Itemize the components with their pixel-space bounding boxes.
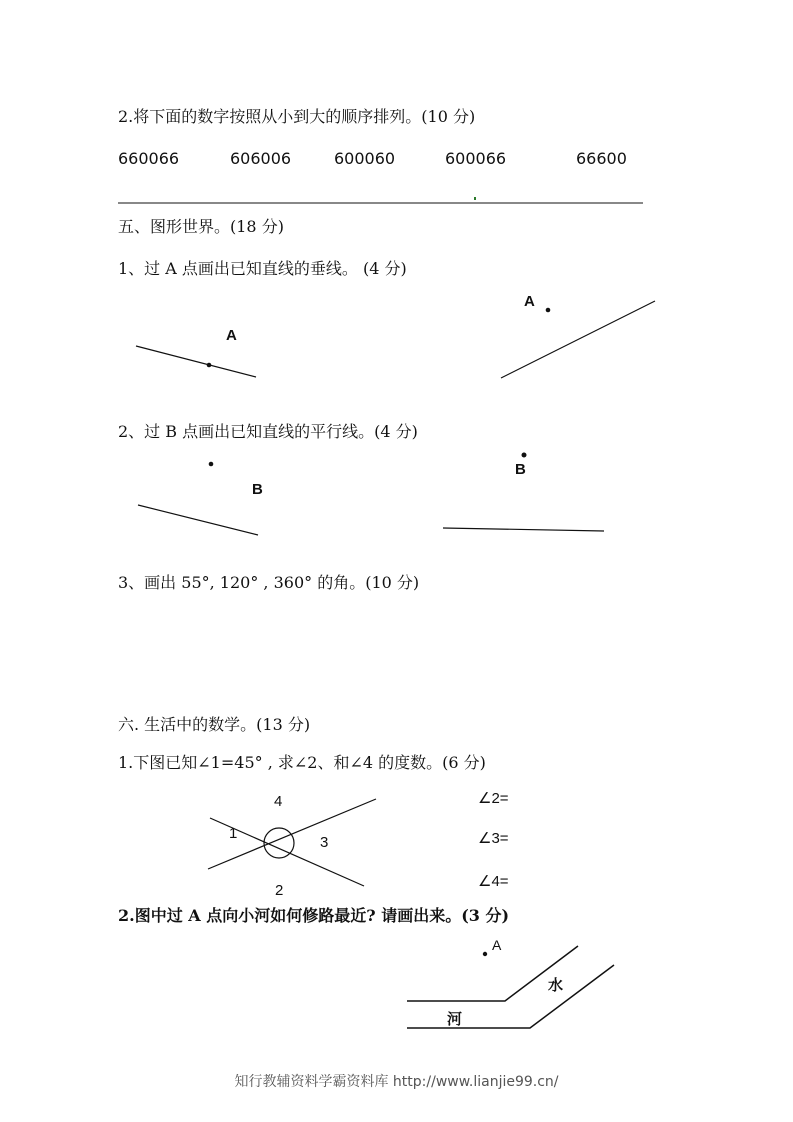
given-line: [136, 346, 256, 377]
point-label-a: A: [492, 937, 502, 953]
point-label-b: B: [252, 481, 263, 498]
answer-angle-3: ∠3=: [478, 830, 509, 847]
q6-1-prompt: 1.下图已知∠1=45° , 求∠2、和∠4 的度数。(6 分): [118, 753, 486, 772]
section6-title: 六. 生活中的数学。(13 分): [118, 715, 311, 734]
given-line: [443, 528, 604, 531]
point-label-a: A: [524, 293, 535, 310]
number-item: 600066: [445, 149, 507, 168]
green-mark: [474, 197, 476, 200]
number-item: 66600: [576, 149, 627, 168]
intersecting-line: [208, 799, 376, 869]
answer-angle-4: ∠4=: [478, 873, 509, 890]
point-a: [483, 952, 487, 956]
river-bank: [407, 946, 578, 1001]
answer-angle-2: ∠2=: [478, 790, 509, 807]
point-label-b: B: [515, 461, 526, 478]
point-a: [207, 363, 212, 368]
footer-source: 知行教辅资料学霸资料库 http://www.lianjie99.cn/: [234, 1074, 559, 1090]
intersecting-line: [210, 818, 364, 886]
q5-3-prompt: 3、画出 55°, 120° , 360° 的角。(10 分): [118, 573, 420, 592]
point-b: [522, 453, 527, 458]
river-label: 水: [548, 977, 564, 994]
angle-circle: [264, 828, 294, 858]
point-label-a: A: [226, 327, 237, 344]
angle-label: 1: [229, 825, 238, 842]
q5-1-prompt: 1、过 A 点画出已知直线的垂线。 (4 分): [118, 259, 407, 278]
point-a: [546, 308, 551, 313]
number-item: 600060: [334, 149, 396, 168]
angle-label: 4: [274, 793, 283, 810]
number-item: 606006: [230, 149, 292, 168]
angle-label: 3: [320, 834, 329, 851]
point-b: [209, 462, 214, 467]
q5-2-prompt: 2、过 B 点画出已知直线的平行线。(4 分): [118, 422, 418, 441]
number-item: 660066: [118, 149, 180, 168]
given-line: [138, 505, 258, 535]
angle-label: 2: [275, 882, 284, 899]
given-line: [501, 301, 655, 378]
section5-title: 五、图形世界。(18 分): [118, 217, 284, 236]
river-label: 河: [447, 1011, 463, 1028]
q6-2-prompt: 2.图中过 A 点向小河如何修路最近? 请画出来。(3 分): [118, 906, 510, 925]
q4-2-prompt: 2.将下面的数字按照从小到大的顺序排列。(10 分): [118, 107, 476, 126]
